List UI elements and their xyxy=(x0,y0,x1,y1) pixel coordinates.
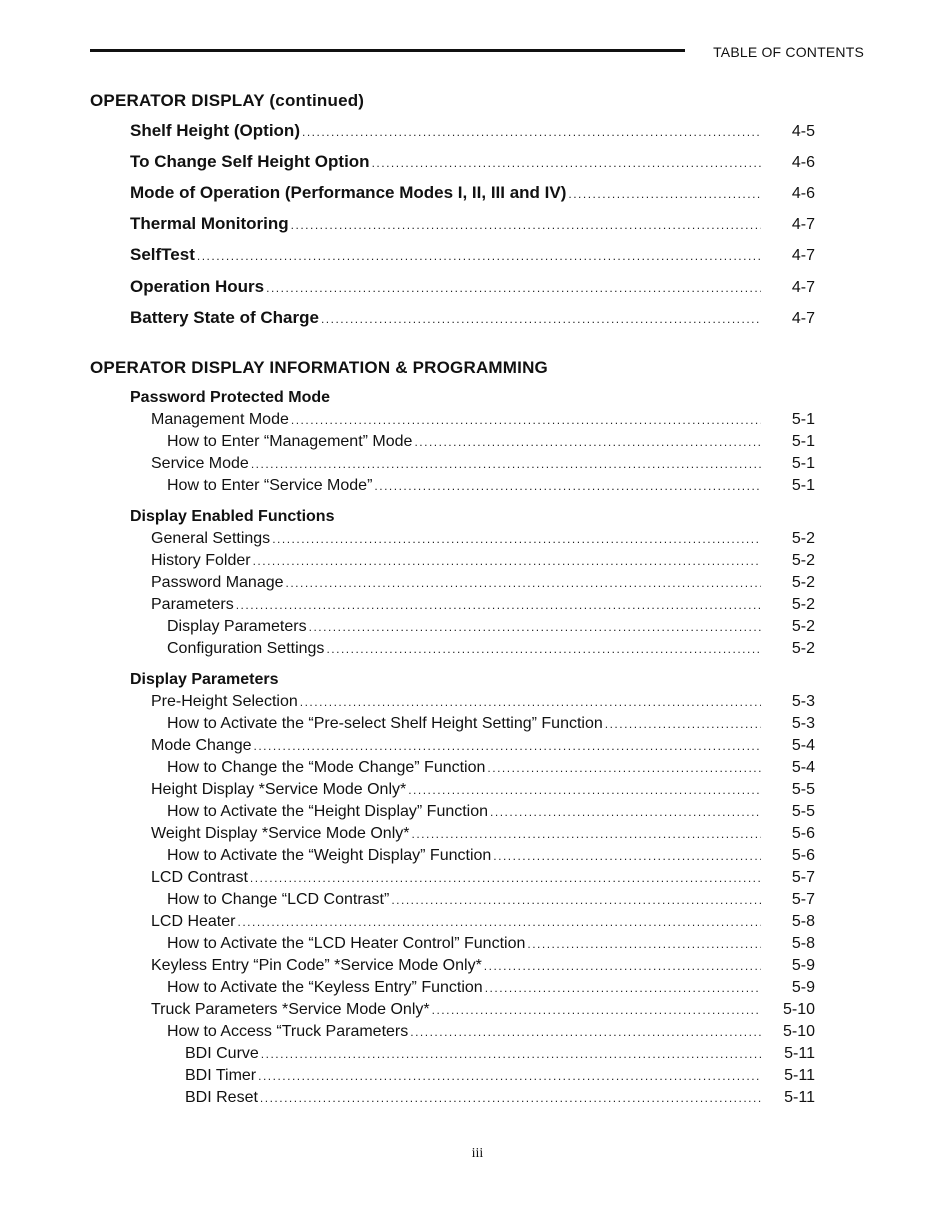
dot-leader xyxy=(487,761,761,775)
entry-page: 5-2 xyxy=(791,640,815,657)
entry-title: Management Mode xyxy=(151,411,289,428)
toc-entry[interactable] xyxy=(0,825,815,843)
entry-title: Keyless Entry “Pin Code” *Service Mode Only* xyxy=(151,957,482,974)
dot-leader xyxy=(326,642,761,656)
entry-page: 5-5 xyxy=(791,781,815,798)
entry-title: How to Activate the “Height Display” Function xyxy=(167,803,489,820)
dot-leader xyxy=(374,479,761,493)
toc-entry[interactable] xyxy=(0,1067,815,1085)
entry-page: 4-7 xyxy=(791,310,815,327)
entry-page: 5-6 xyxy=(791,825,815,842)
entry-page: 5-7 xyxy=(791,891,815,908)
entry-page: 5-2 xyxy=(791,530,815,547)
entry-title: Thermal Monitoring xyxy=(130,214,289,233)
toc-entry[interactable] xyxy=(0,245,815,265)
entry-title: Battery State of Charge xyxy=(130,308,319,327)
running-header: TABLE OF CONTENTS xyxy=(713,44,864,60)
entry-title: How to Activate the “Keyless Entry” Function xyxy=(167,979,483,996)
subsection-title: Display Enabled Functions xyxy=(130,508,335,525)
dot-leader xyxy=(605,717,761,731)
entry-title: How to Enter “Service Mode” xyxy=(167,477,373,494)
entry-page: 5-1 xyxy=(791,433,815,450)
entry-page: 4-6 xyxy=(791,185,815,202)
dot-leader xyxy=(414,435,761,449)
toc-entry[interactable] xyxy=(0,781,815,799)
toc-entry[interactable] xyxy=(0,847,815,865)
entry-title: BDI Curve xyxy=(185,1045,259,1062)
toc-entry[interactable] xyxy=(0,552,815,570)
entry-title: Truck Parameters *Service Mode Only* xyxy=(151,1001,430,1018)
entry-page: 5-3 xyxy=(791,693,815,710)
entry-page: 5-1 xyxy=(791,411,815,428)
toc-entry[interactable] xyxy=(0,183,815,203)
toc-entry[interactable] xyxy=(0,618,815,636)
entry-page: 4-6 xyxy=(791,154,815,171)
dot-leader xyxy=(291,413,761,427)
entry-title: LCD Heater xyxy=(151,913,236,930)
entry-title: LCD Contrast xyxy=(151,869,248,886)
entry-title: History Folder xyxy=(151,552,251,569)
header-rule xyxy=(90,49,685,52)
entry-title: BDI Timer xyxy=(185,1067,257,1084)
dot-leader xyxy=(372,156,761,170)
toc-entry[interactable] xyxy=(0,455,815,473)
entry-page: 5-2 xyxy=(791,618,815,635)
entry-title: General Settings xyxy=(151,530,271,547)
entry-title: How to Change the “Mode Change” Function xyxy=(167,759,486,776)
entry-title: Weight Display *Service Mode Only* xyxy=(151,825,410,842)
toc-entry[interactable] xyxy=(0,121,815,141)
toc-entry[interactable] xyxy=(0,477,815,495)
section-title: OPERATOR DISPLAY (continued) xyxy=(90,91,365,110)
dot-leader xyxy=(197,249,761,263)
dot-leader xyxy=(291,218,761,232)
entry-page: 5-7 xyxy=(791,869,815,886)
entry-title: Password Manage xyxy=(151,574,284,591)
dot-leader xyxy=(250,871,761,885)
entry-title: Mode Change xyxy=(151,737,252,754)
dot-leader xyxy=(253,554,761,568)
entry-title: BDI Reset xyxy=(185,1089,258,1106)
entry-page: 5-11 xyxy=(784,1089,815,1106)
entry-page: 5-4 xyxy=(791,759,815,776)
entry-page: 5-5 xyxy=(791,803,815,820)
dot-leader xyxy=(493,849,761,863)
dot-leader xyxy=(568,187,761,201)
entry-page: 5-10 xyxy=(782,1001,815,1018)
entry-title: Service Mode xyxy=(151,455,249,472)
dot-leader xyxy=(260,1091,761,1105)
dot-leader xyxy=(302,125,761,139)
toc-entry[interactable] xyxy=(0,759,815,777)
toc-entry[interactable] xyxy=(0,433,815,451)
dot-leader xyxy=(484,959,761,973)
toc-entry[interactable] xyxy=(0,693,815,711)
toc-entry[interactable] xyxy=(0,737,815,755)
dot-leader xyxy=(432,1003,761,1017)
entry-page: 5-4 xyxy=(791,737,815,754)
toc-entry[interactable] xyxy=(0,1023,815,1041)
entry-page: 5-9 xyxy=(791,979,815,996)
entry-title: Display Parameters xyxy=(167,618,307,635)
toc-entry[interactable] xyxy=(0,1089,815,1107)
toc-entry[interactable] xyxy=(0,411,815,429)
toc-entry[interactable] xyxy=(0,935,815,953)
entry-page: 5-9 xyxy=(791,957,815,974)
toc-entry[interactable] xyxy=(0,574,815,592)
toc-entry[interactable] xyxy=(0,979,815,997)
entry-page: 5-2 xyxy=(791,552,815,569)
entry-page: 5-11 xyxy=(784,1067,815,1084)
entry-page: 4-7 xyxy=(791,279,815,296)
dot-leader xyxy=(266,281,761,295)
entry-title: Mode of Operation (Performance Modes I, II, III and IV) xyxy=(130,183,567,202)
entry-title: Shelf Height (Option) xyxy=(130,121,300,140)
dot-leader xyxy=(411,827,761,841)
toc-entry[interactable] xyxy=(0,913,815,931)
entry-title: How to Access “Truck Parameters xyxy=(167,1023,409,1040)
entry-title: Parameters xyxy=(151,596,234,613)
entry-title: How to Change “LCD Contrast” xyxy=(167,891,390,908)
dot-leader xyxy=(300,695,761,709)
toc-entry[interactable] xyxy=(0,152,815,172)
toc-entry[interactable] xyxy=(0,869,815,887)
entry-title: How to Activate the “Pre-select Shelf Height Setting” Function xyxy=(167,715,603,732)
entry-page: 5-2 xyxy=(791,596,815,613)
subsection-title: Display Parameters xyxy=(130,671,279,688)
subsection-title: Password Protected Mode xyxy=(130,389,331,406)
entry-title: To Change Self Height Option xyxy=(130,152,370,171)
toc-entry[interactable] xyxy=(0,715,815,733)
entry-page: 5-11 xyxy=(784,1045,815,1062)
dot-leader xyxy=(251,457,761,471)
dot-leader xyxy=(236,598,761,612)
dot-leader xyxy=(237,915,761,929)
entry-page: 4-7 xyxy=(791,216,815,233)
entry-title: SelfTest xyxy=(130,245,195,264)
dot-leader xyxy=(527,937,761,951)
toc-entry[interactable] xyxy=(0,891,815,909)
dot-leader xyxy=(258,1069,761,1083)
entry-page: 5-1 xyxy=(791,455,815,472)
entry-page: 4-5 xyxy=(791,123,815,140)
entry-title: Pre-Height Selection xyxy=(151,693,298,710)
toc-entry[interactable] xyxy=(0,308,815,328)
dot-leader xyxy=(410,1025,761,1039)
entry-page: 4-7 xyxy=(791,247,815,264)
dot-leader xyxy=(490,805,761,819)
toc-entry[interactable] xyxy=(0,214,815,234)
entry-page: 5-3 xyxy=(791,715,815,732)
entry-page: 5-10 xyxy=(782,1023,815,1040)
entry-page: 5-8 xyxy=(791,913,815,930)
entry-page: 5-6 xyxy=(791,847,815,864)
dot-leader xyxy=(408,783,761,797)
toc-entry[interactable] xyxy=(0,640,815,658)
dot-leader xyxy=(254,739,761,753)
entry-title: Operation Hours xyxy=(130,277,265,296)
entry-page: 5-1 xyxy=(791,477,815,494)
dot-leader xyxy=(391,893,761,907)
entry-page: 5-2 xyxy=(791,574,815,591)
entry-page: 5-8 xyxy=(791,935,815,952)
entry-title: Height Display *Service Mode Only* xyxy=(151,781,407,798)
toc-entry[interactable] xyxy=(0,277,815,297)
toc-entry[interactable] xyxy=(0,1045,815,1063)
dot-leader xyxy=(286,576,761,590)
dot-leader xyxy=(309,620,761,634)
toc-entry[interactable] xyxy=(0,1001,815,1019)
entry-title: Configuration Settings xyxy=(167,640,325,657)
entry-title: How to Activate the “LCD Heater Control” Function xyxy=(167,935,526,952)
entry-title: How to Activate the “Weight Display” Function xyxy=(167,847,492,864)
toc-entry[interactable] xyxy=(0,596,815,614)
dot-leader xyxy=(272,532,761,546)
toc-entry[interactable] xyxy=(0,957,815,975)
page-number: iii xyxy=(471,1146,484,1161)
toc-entry[interactable] xyxy=(0,530,815,548)
toc-entry[interactable] xyxy=(0,803,815,821)
dot-leader xyxy=(485,981,761,995)
entry-title: How to Enter “Management” Mode xyxy=(167,433,413,450)
dot-leader xyxy=(321,312,761,326)
section-title: OPERATOR DISPLAY INFORMATION & PROGRAMMING xyxy=(90,358,548,377)
dot-leader xyxy=(261,1047,761,1061)
